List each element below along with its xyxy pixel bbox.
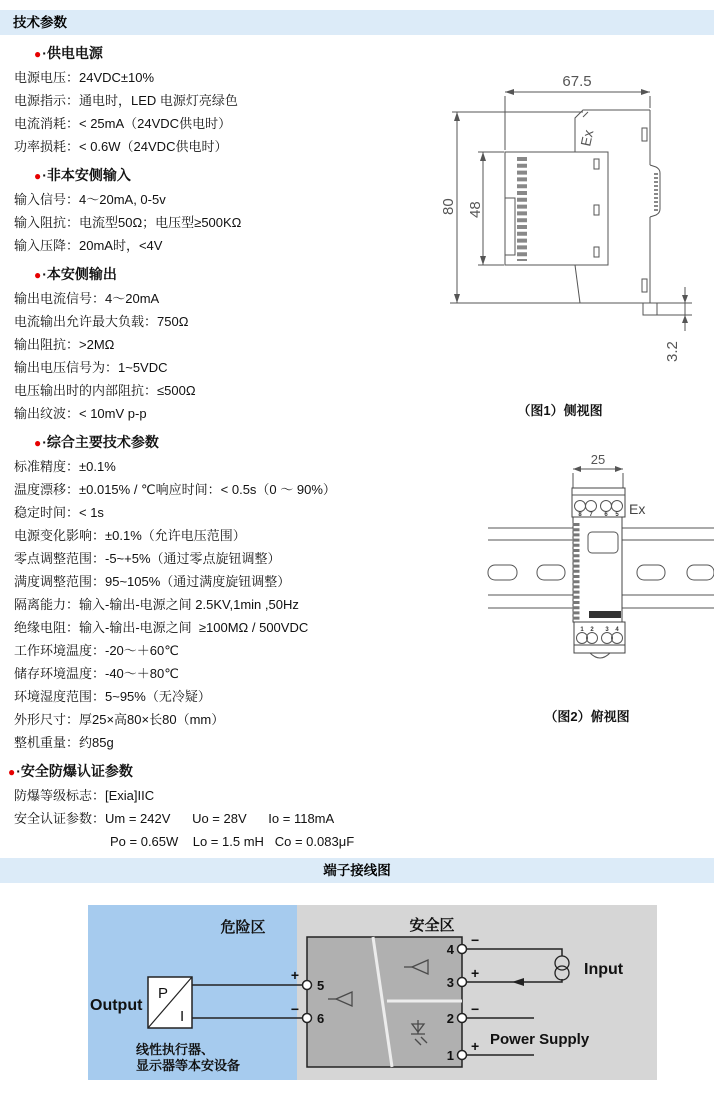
spec-item: 输入压降：20mA时，<4V xyxy=(14,238,163,253)
hazard-zone-label: 危险区 xyxy=(220,919,266,936)
terminal-5-num: 5 xyxy=(317,978,325,993)
device-note-line1: 线性执行器、 xyxy=(136,1042,215,1057)
section-header-wiring: 端子接线图 xyxy=(0,858,714,883)
red-bullet-icon: ● xyxy=(34,436,42,450)
plus-sign: + xyxy=(471,965,480,981)
ex-mark-label: Ex xyxy=(629,501,646,517)
spec-item: 输出电压信号为：1~5VDC xyxy=(14,360,168,375)
spec-group-title: ●·非本安侧输入 xyxy=(34,167,131,183)
spec-item: 外形尺寸：厚25×高80×长80（mm） xyxy=(14,712,225,727)
cert-line: 防爆等级标志：[Exia]IIC xyxy=(14,788,155,803)
spec-item: 电流消耗：< 25mA（24VDC供电时） xyxy=(14,116,232,131)
spec-item: 零点调整范围：-5~+5%（通过零点旋钮调整） xyxy=(14,551,281,566)
terminal-2 xyxy=(458,1014,467,1023)
plus-sign: + xyxy=(471,1038,480,1054)
terminal-8-label: 8 xyxy=(578,512,582,518)
dim-67-5-label: 67.5 xyxy=(562,73,592,90)
terminal-1-label: 1 xyxy=(580,627,584,633)
terminal-3-num: 3 xyxy=(446,975,454,990)
terminal-6 xyxy=(303,1014,312,1023)
figure2-front-view-drawing xyxy=(460,448,714,666)
minus-sign: − xyxy=(290,1001,299,1017)
minus-sign: − xyxy=(471,932,480,948)
spec-item: 环境湿度范围：5~95%（无冷疑） xyxy=(14,689,211,704)
spec-item: 绝缘电阻：输入-输出-电源之间 ≥100MΩ / 500VDC xyxy=(14,620,309,635)
cert-section-title: ●·安全防爆认证参数 xyxy=(8,763,133,779)
spec-item: 隔离能力：输入-输出-电源之间 2.5KV,1min ,50Hz xyxy=(14,597,299,612)
terminal-1 xyxy=(458,1051,467,1060)
spec-group-title: ●·本安侧输出 xyxy=(34,266,117,282)
spec-item: 输出电流信号：4～20mA xyxy=(14,291,160,306)
terminal-3 xyxy=(458,978,467,987)
device-note-line2: 显示器等本安设备 xyxy=(136,1058,241,1073)
cert-line: Po = 0.65W Lo = 1.5 mH Co = 0.083μF xyxy=(110,834,355,849)
spec-item: 电源变化影响：±0.1%（允许电压范围） xyxy=(14,528,246,543)
spec-item: 输出纹波：< 10mV p-p xyxy=(14,406,147,421)
spec-item: 功率损耗：< 0.6W（24VDC供电时） xyxy=(14,139,228,154)
terminal-4-label: 4 xyxy=(615,627,619,633)
dim-3-2-label: 3.2 xyxy=(664,341,681,362)
spec-item: 标准精度：±0.1% xyxy=(14,459,116,474)
figure2-caption: （图2）俯视图 xyxy=(544,709,630,724)
terminal-2-label: 2 xyxy=(590,627,594,633)
terminal-2-num: 2 xyxy=(446,1011,454,1026)
terminal-4-num: 4 xyxy=(446,942,454,957)
red-bullet-icon: ● xyxy=(34,47,42,61)
ex-mark-label: Ex xyxy=(577,128,597,148)
plus-sign: + xyxy=(290,967,299,983)
spec-item: 输入信号：4～20mA, 0-5v xyxy=(14,192,166,207)
output-label: Output xyxy=(90,997,143,1014)
section-header-tech-params: 技术参数 xyxy=(0,10,714,35)
spec-item: 储存环境温度：-40～＋80℃ xyxy=(14,666,179,681)
power-supply-label: Power Supply xyxy=(490,1031,590,1048)
spec-item: 温度漂移：±0.015% / ℃响应时间：< 0.5s（0 ～ 90%） xyxy=(14,482,336,497)
terminal-6-label: 6 xyxy=(604,512,608,518)
input-label: Input xyxy=(584,961,624,978)
red-bullet-icon: ● xyxy=(34,169,42,183)
pi-converter-p: P xyxy=(158,985,169,1002)
terminal-3-label: 3 xyxy=(605,627,609,633)
spec-item: 电压输出时的内部阻抗：≤500Ω xyxy=(14,383,196,398)
spec-item: 电流输出允许最大负载：750Ω xyxy=(14,314,189,329)
spec-item: 输入阻抗：电流型50Ω；电压型≥500KΩ xyxy=(14,215,242,230)
dim-80-label: 80 xyxy=(440,198,457,215)
spec-item: 整机重量：约85g xyxy=(14,735,114,750)
terminal-7-label: 7 xyxy=(589,512,593,518)
minus-sign: − xyxy=(471,1001,480,1017)
red-bullet-icon: ● xyxy=(34,268,42,282)
terminal-5-label: 5 xyxy=(615,512,619,518)
terminal-6-num: 6 xyxy=(317,1011,325,1026)
red-bullet-icon: ● xyxy=(8,765,16,779)
spec-item: 工作环境温度：-20～＋60℃ xyxy=(14,643,179,658)
spec-group-title: ●·综合主要技术参数 xyxy=(34,434,159,450)
terminal-1-num: 1 xyxy=(446,1048,454,1063)
dim-25-label: 25 xyxy=(590,452,606,467)
spec-group-title: ●·供电电源 xyxy=(34,45,103,61)
safe-zone-label: 安全区 xyxy=(409,917,455,934)
wiring-diagram xyxy=(88,903,660,1083)
spec-item: 电源电压：24VDC±10% xyxy=(14,70,155,85)
terminal-5 xyxy=(303,981,312,990)
pi-converter-i: I xyxy=(180,1008,185,1025)
cert-line: 安全认证参数：Um = 242V Uo = 28V Io = 118mA xyxy=(14,811,335,826)
spec-item: 稳定时间：< 1s xyxy=(14,505,104,520)
figure1-side-view-drawing xyxy=(440,65,714,380)
spec-item: 电源指示：通电时，LED 电源灯亮绿色 xyxy=(14,93,238,108)
spec-item: 满度调整范围：95~105%（通过满度旋钮调整） xyxy=(14,574,291,589)
spec-list xyxy=(8,36,444,853)
spec-item: 输出阻抗：>2MΩ xyxy=(14,337,115,352)
dim-48-label: 48 xyxy=(467,201,484,218)
terminal-4 xyxy=(458,945,467,954)
figure1-caption: （图1）侧视图 xyxy=(517,403,603,418)
